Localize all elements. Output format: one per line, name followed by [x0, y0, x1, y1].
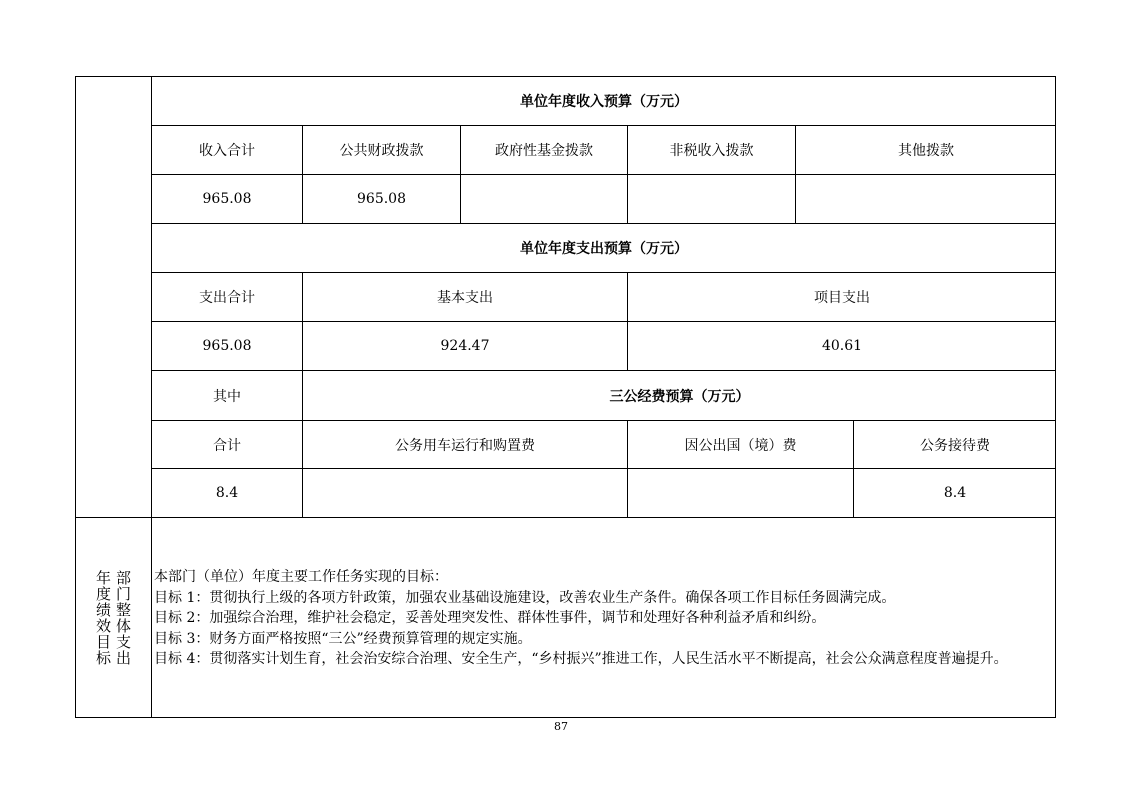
goals-line: 本部门（单位）年度主要工作任务实现的目标：: [154, 569, 448, 585]
goals-line: 目标 3：财务方面严格按照“三公”经费预算管理的规定实施。: [154, 630, 532, 647]
page-number: 87: [554, 720, 568, 733]
expense-header: 基本支出: [437, 290, 493, 306]
income-value: [796, 175, 1056, 223]
expense-value: 965.08: [202, 338, 252, 354]
goals-side-label: [75, 518, 151, 718]
sangong-value: [303, 469, 627, 517]
goals-line: 目标 2：加强综合治理，维护社会稳定，妥善处理突发性、群体性事件，调节和处理好各种利益矛盾和纠纷。: [154, 610, 826, 626]
income-header: 公共财政拨款: [339, 143, 424, 159]
sangong-value: [628, 469, 853, 517]
expense-header: 支出合计: [199, 290, 255, 306]
income-header: 收入合计: [199, 143, 255, 159]
goals-text: [154, 567, 1054, 670]
expense-header: 项目支出: [814, 290, 870, 306]
sangong-header: 合计: [213, 437, 241, 454]
sangong-header: 因公出国（境）费: [684, 437, 797, 454]
sangong-header: 公务用车运行和购置费: [395, 437, 535, 454]
goals-line: 目标 4：贯彻落实计划生育，社会治安综合治理、安全生产，“乡村振兴”推进工作，人民生活水平不断提高，社会公众满意程度普遍提升。: [154, 651, 1008, 667]
income-header: 非税收入拨款: [669, 143, 754, 159]
income-value: [628, 175, 795, 223]
goals-line: 目标 1：贯彻执行上级的各项方针政策，加强农业基础设施建设，改善农业生产条件。确保各项工作目标任务圆满完成。: [154, 589, 896, 606]
income-header: 其他拨款: [898, 143, 954, 159]
income-header: 政府性基金拨款: [495, 143, 593, 159]
sangong-title: 三公经费预算（万元）: [609, 388, 750, 405]
sangong-value: 8.4: [215, 485, 239, 501]
sangong-value: 8.4: [943, 485, 967, 501]
income-title: 单位年度收入预算（万元）: [520, 94, 688, 110]
expense-value: 40.61: [821, 338, 863, 354]
goals-side-label-col2: 年度绩效目标: [94, 570, 112, 666]
expense-value: 924.47: [440, 338, 490, 354]
goals-side-label-col1: 部门整体支出: [114, 570, 132, 666]
sangong-label: 其中: [213, 388, 241, 405]
income-value: 965.08: [202, 191, 252, 207]
sangong-header: 公务接待费: [920, 437, 990, 454]
income-value: [461, 175, 627, 223]
section-divider: [75, 517, 1056, 518]
expense-title: 单位年度支出预算（万元）: [520, 241, 688, 257]
income-value: 965.08: [357, 191, 406, 207]
